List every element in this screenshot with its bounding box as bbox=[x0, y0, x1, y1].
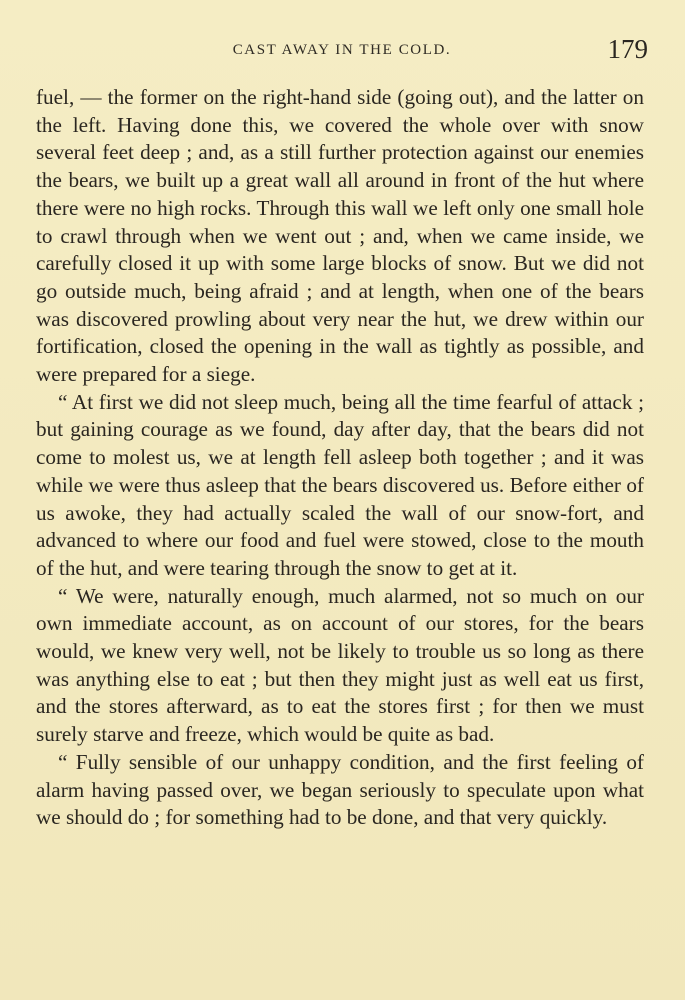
paragraph-1: fuel, — the former on the right-hand side (going out), and the latter on the left. Having done this, we covered the whole over with snow several feet deep ; and, as a still further protection against our enemies the bears, we built up a great wall all around in front of the hut where there were no high rocks. Through this wall we left only one small hole to crawl through when we went out ; and, when we came inside, we carefully closed it up with some large blocks of snow. But we did not go outside much, being afraid ; and at length, when one of the bears was discovered prowling about very near the hut, we drew within our fortification, closed the opening in the wall as tightly as possible, and were prepared for a siege. bbox=[36, 85, 644, 387]
paragraph-4: “ Fully sensible of our unhappy condition, and the first feeling of alarm having passed over, we began seriously to speculate upon what we should do ; for something had to be done, and that very quickly. bbox=[36, 749, 644, 830]
paragraph-3: “ We were, naturally enough, much alarmed, not so much on our own immediate account, as on account of our stores, for the bears would, we knew very well, not be likely to trouble us so long as there was anything else to eat ; but then they might just as well eat us first, and the stores afterward, as to eat the stores first ; for then we must surely starve and freeze, which would be quite as bad. bbox=[36, 583, 644, 747]
running-title: CAST AWAY IN THE COLD. bbox=[232, 42, 452, 58]
paragraph-2: “ At first we did not sleep much, being all the time fearful of attack ; but gaining courage as we found, day after day, that the bears did not come to molest us, we at length fell asleep both together ; and it was while we were thus asleep that the bears discovered us. Before either of us awoke, they had actually scaled the wall of our snow-fort, and advanced to where our food and fuel were stowed, close to the mouth of the hut, and were tearing through the snow to get at it. bbox=[36, 389, 644, 580]
page-header bbox=[36, 34, 648, 68]
body-text bbox=[36, 84, 644, 832]
page-number: 179 bbox=[607, 34, 648, 64]
